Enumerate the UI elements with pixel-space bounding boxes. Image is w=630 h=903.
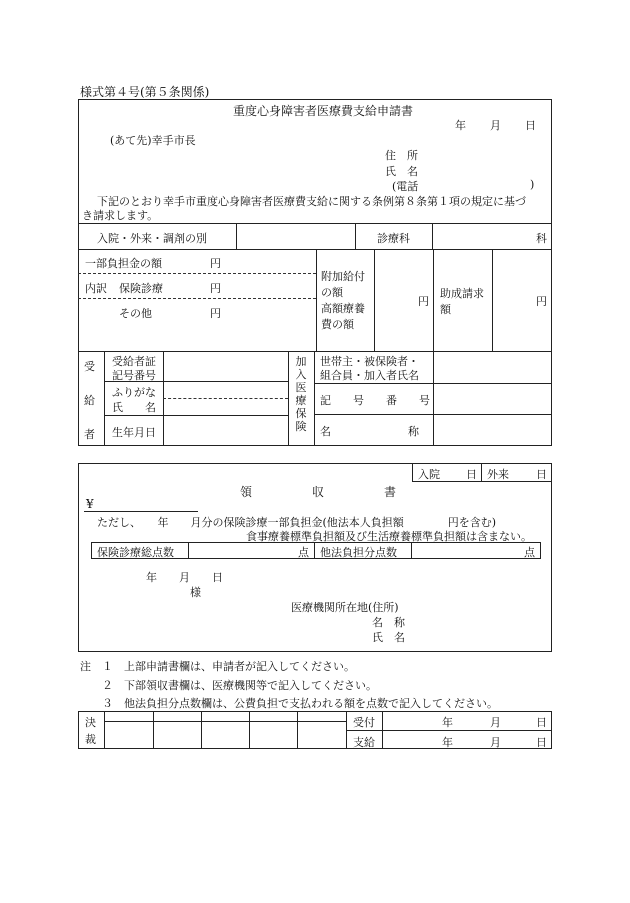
phone-label: (電話 <box>392 180 419 193</box>
breakdown-label: 内訳 <box>85 282 107 295</box>
decision-label-1: 決 <box>85 716 96 729</box>
department-label: 診療科 <box>377 232 410 245</box>
paid-year: 年 <box>442 736 453 749</box>
other-law-points-label: 他法負担分点数 <box>320 546 397 559</box>
subsidy-line2: 額 <box>440 303 451 316</box>
receipt-inpatient-day: 日 <box>466 468 477 481</box>
receipt-outpatient-label: 外来 <box>487 468 509 481</box>
paid-month: 月 <box>490 736 501 749</box>
decision-label-2: 裁 <box>85 733 96 746</box>
addressee: (あて先)幸手市長 <box>110 134 196 147</box>
applicant-address-label: 住 所 <box>385 149 418 162</box>
note-item-3: ３ 他法負担分点数欄は、公費負担で支払われる額を点数で記入してください。 <box>102 697 498 710</box>
proviso-line: ただし、 年 月分の保険診療一部負担金(他法本人負担額 円を含む) <box>97 516 497 529</box>
additional-benefit-line3: 高額療養 <box>321 302 365 315</box>
note-item-1: １ 上部申請書欄は、申請者が記入してください。 <box>102 660 355 673</box>
received-year: 年 <box>442 716 453 729</box>
subsidy-yen: 円 <box>536 295 547 308</box>
total-points-label: 保険診療総点数 <box>97 546 174 559</box>
note-item-2: ２ 下部領収書欄は、医療機関等で記入してください。 <box>102 679 377 692</box>
receipt-sama: 様 <box>190 586 201 599</box>
furigana-label: ふりがな <box>112 386 156 399</box>
receipt-inpatient-label: 入院 <box>418 468 440 481</box>
cert-number-line1: 受給者証 <box>112 355 156 368</box>
received-month: 月 <box>490 716 501 729</box>
additional-benefit-line4: 費の額 <box>321 318 354 331</box>
yen-mark: ¥ <box>86 497 94 511</box>
department-unit: 科 <box>536 232 547 245</box>
subsidy-line1: 助成請求 <box>440 287 484 300</box>
person-name-label: 氏 名 <box>372 631 405 644</box>
symbol-number-label: 記 号 番 号 <box>320 394 430 407</box>
head-label-line1: 世帯主・被保険者・ <box>320 355 419 368</box>
form-number: 様式第４号(第５条関係) <box>80 85 210 99</box>
application-title: 重度心身障害者医療費支給申請書 <box>233 104 414 118</box>
recipient-name-label: 氏 名 <box>112 401 156 414</box>
recipient-label-3: 者 <box>84 428 95 441</box>
institution-name-label: 名 称 <box>372 616 405 629</box>
insurer-name-label: 名 称 <box>320 425 419 438</box>
date-month-label: 月 <box>490 119 501 132</box>
category-label: 入院・外来・調剤の別 <box>97 232 207 245</box>
copay-yen: 円 <box>210 257 221 270</box>
request-text-line2: き請求します。 <box>82 209 159 222</box>
total-points-unit: 点 <box>298 546 309 559</box>
receipt-title: 領 収 書 <box>240 485 397 499</box>
request-text-line1: 下記のとおり幸手市重度心身障害者医療費支給に関する条例第８条第１項の規定に基づ <box>97 195 526 208</box>
recipient-label-2: 給 <box>84 394 95 407</box>
copay-label: 一部負担金の額 <box>85 257 162 270</box>
additional-benefit-line2: の額 <box>321 286 343 299</box>
notes-prefix: 注 <box>80 660 91 673</box>
paid-label: 支給 <box>353 736 375 749</box>
recipient-label-1: 受 <box>84 360 95 373</box>
insurance-vertical-label: 加入医療保険 <box>295 355 307 433</box>
other-yen: 円 <box>210 307 221 320</box>
other-law-points-unit: 点 <box>524 546 535 559</box>
insurance-care-yen: 円 <box>210 282 221 295</box>
date-year-label: 年 <box>455 119 466 132</box>
institution-address-label: 医療機関所在地(住所) <box>291 601 399 614</box>
phone-close: ) <box>530 178 535 191</box>
received-label: 受付 <box>353 716 375 729</box>
birthdate-label: 生年月日 <box>112 426 156 439</box>
insurance-care-label: 保険診療 <box>119 282 163 295</box>
additional-benefit-yen: 円 <box>418 295 429 308</box>
head-label-line2: 組合員・加入者氏名 <box>320 369 419 382</box>
cert-number-line2: 記号番号 <box>112 369 156 382</box>
paid-day: 日 <box>536 736 547 749</box>
receipt-date: 年 月 日 <box>146 571 223 584</box>
received-day: 日 <box>536 716 547 729</box>
applicant-name-label: 氏 名 <box>385 165 418 178</box>
receipt-outpatient-day: 日 <box>536 468 547 481</box>
exclusion-line: 食事療養標準負担額及び生活療養標準負担額は含まない。 <box>246 530 532 543</box>
date-day-label: 日 <box>525 119 536 132</box>
other-label: その他 <box>119 307 152 320</box>
additional-benefit-line1: 附加給付 <box>321 270 365 283</box>
